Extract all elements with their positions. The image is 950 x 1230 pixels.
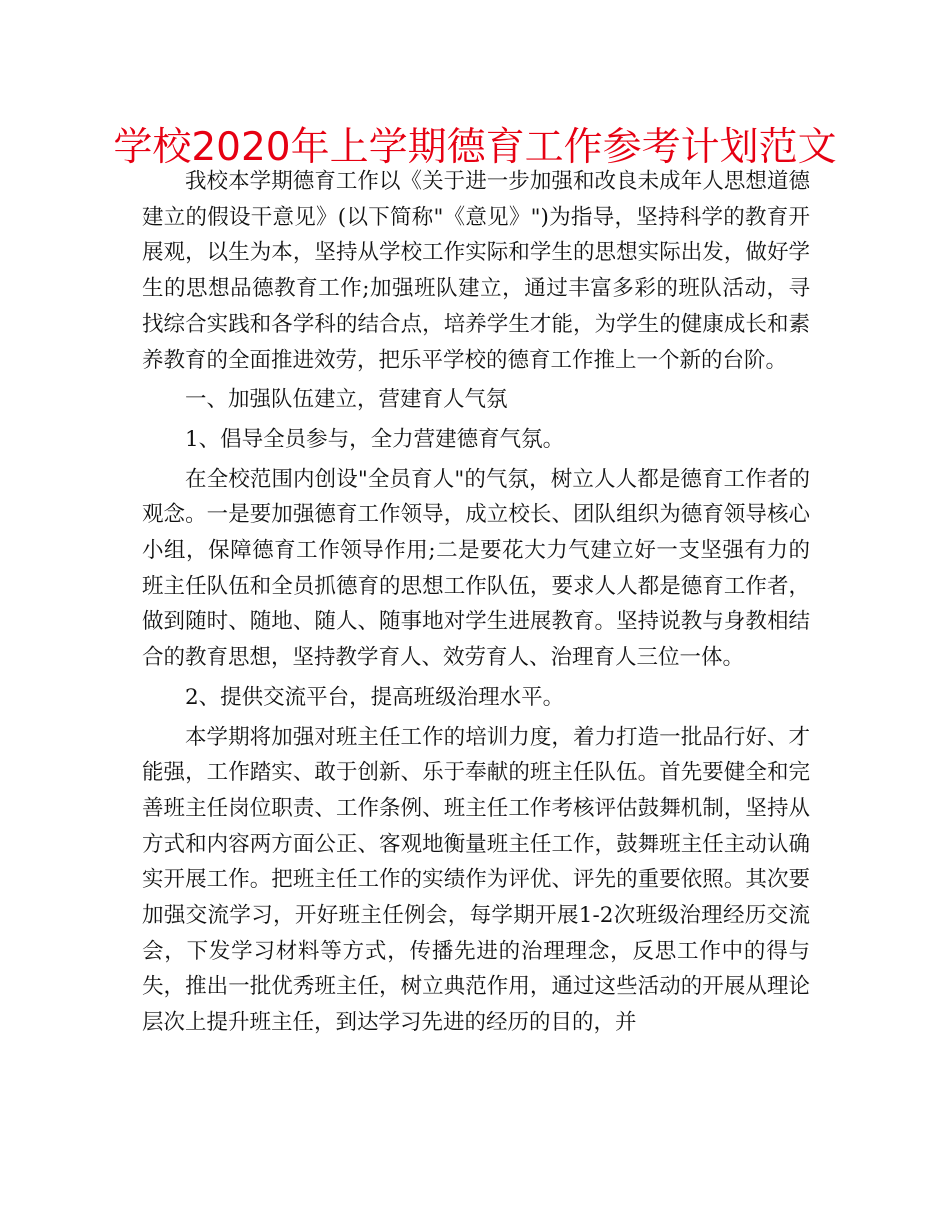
section-heading-1: 一、加强队伍建立，营建育人气氛	[185, 387, 508, 413]
subsection-heading-1: 1、倡导全员参与，全力营建德育气氛。	[185, 426, 565, 452]
body-paragraph-1: 在全校范围内创设"全员育人"的气氛，树立人人都是德育工作者的观念。一是要加强德育工作领导，成立校长、团队组织为德育领导核心小组，保障德育工作领导作用;二是要花大力气建立好一支坚强有力的班主任队伍和全员抓德育的思想工作队伍，要求人人都是德育工作者，做到随时、随地、随人、随事地对学生进展教育。坚持说教与身教相结合的教育思想，坚持教学育人、效劳育人、治理育人三位一体。	[142, 466, 810, 671]
subsection-heading-2: 2、提供交流平台，提高班级治理水平。	[185, 684, 565, 710]
intro-paragraph: 我校本学期德育工作以《关于进一步加强和改良未成年人思想道德建立的假设干意见》(以下简称"《意见》")为指导，坚持科学的教育开展观，以生为本，坚持从学校工作实际和学生的思想实际出发，做好学生的思想品德教育工作;加强班队建立，通过丰富多彩的班队活动，寻找综合实践和各学科的结合点，培养学生才能，为学生的健康成长和素养教育的全面推进效劳，把乐平学校的德育工作推上一个新的台阶。	[142, 169, 810, 373]
document-title: 学校2020年上学期德育工作参考计划范文	[113, 125, 837, 170]
document-body	[142, 164, 810, 1041]
body-paragraph-2: 本学期将加强对班主任工作的培训力度，着力打造一批品行好、才能强，工作踏实、敢于创新、乐于奉献的班主任队伍。首先要健全和完善班主任岗位职责、工作条例、班主任工作考核评估鼓舞机制，坚持从方式和内容两方面公正、客观地衡量班主任工作，鼓舞班主任主动认确实开展工作。把班主任工作的实绩作为评优、评先的重要依照。其次要加强交流学习，开好班主任例会，每学期开展1-2次班级治理经历交流会，下发学习材料等方式，传播先进的治理理念，反思工作中的得与失，推出一批优秀班主任，树立典范作用，通过这些活动的开展从理论层次上提升班主任，到达学习先进的经历的目的，并	[142, 724, 810, 1036]
